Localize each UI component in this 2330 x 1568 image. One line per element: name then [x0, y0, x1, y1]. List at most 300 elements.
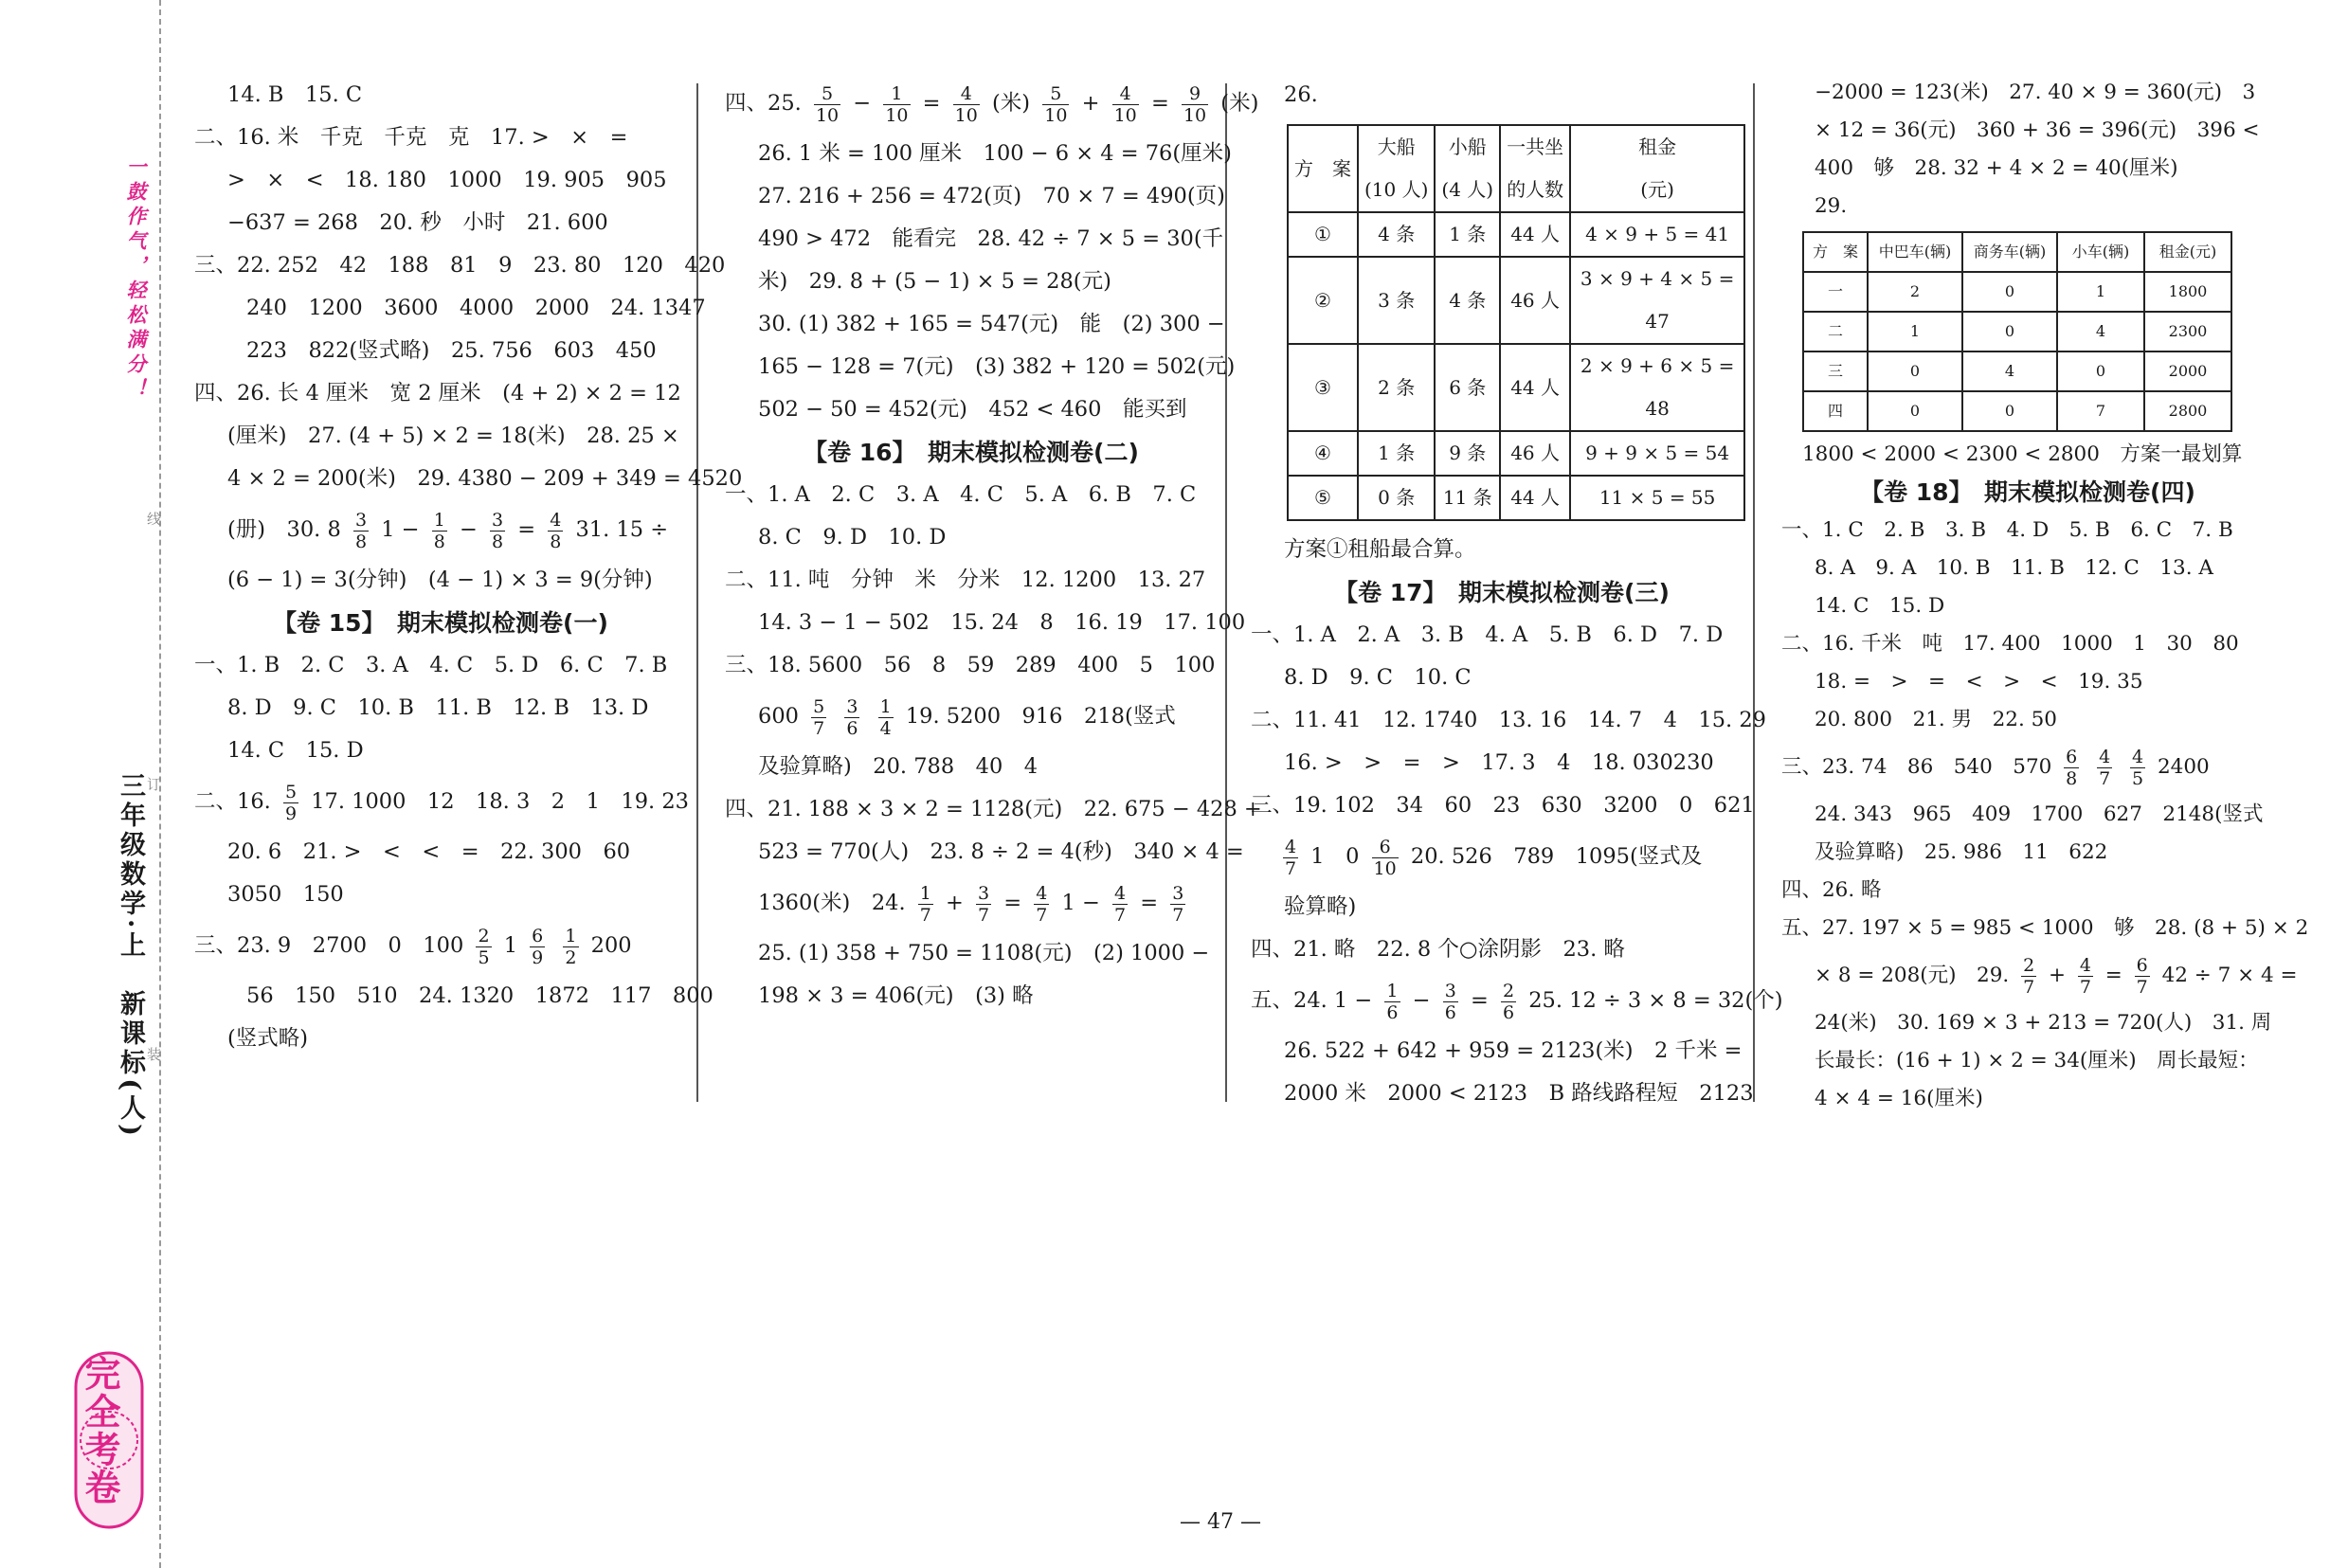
- answer-text: 200: [590, 933, 632, 958]
- fraction: [353, 510, 369, 552]
- table-header: [1570, 125, 1744, 212]
- table-cell: 0: [1868, 391, 1962, 431]
- answer-line: 8. D 9. C 10. C: [1284, 665, 1472, 690]
- table-cell: 11 × 5 = 55: [1570, 476, 1744, 520]
- answer-line: 二、11. 41 12. 1740 13. 16 14. 7 4 15. 29: [1251, 708, 1766, 732]
- answer-line: 8. D 9. C 10. B 11. B 12. B 13. D: [227, 695, 649, 720]
- table-cell: 1: [2057, 272, 2144, 312]
- answer-line: 25. (1) 358 + 750 = 1108(元) (2) 1000 −: [758, 941, 1210, 965]
- vehicle-rental-table: [1802, 231, 2232, 432]
- numerator: 3: [846, 695, 858, 717]
- numerator: 3: [354, 509, 368, 531]
- answer-line: 56 150 510 24. 1320 1872 117 800: [246, 983, 713, 1008]
- table-cell: 3 × 9 + 4 × 5 = 47: [1570, 257, 1744, 344]
- answer-line: 四、21. 略 22. 8 个○涂阴影 23. 略: [1251, 937, 1625, 962]
- boat-rental-table: [1287, 124, 1745, 521]
- table-cell: ③: [1288, 344, 1358, 431]
- answer-text: (米): [992, 91, 1031, 116]
- table-cell: 1: [1868, 312, 1962, 351]
- answer-line: 490 > 472 能看完 28. 42 ÷ 7 × 5 = 30(千: [758, 226, 1224, 251]
- table-cell: 2 × 9 + 6 × 5 = 48: [1570, 344, 1744, 431]
- header-text: 的人数: [1507, 178, 1564, 201]
- answer-line: (厘米) 27. (4 + 5) × 2 = 18(米) 28. 25 ×: [227, 424, 679, 448]
- fraction: [953, 83, 980, 126]
- answer-line: 4 × 2 = 200(米) 29. 4380 − 209 + 349 = 4520: [227, 466, 743, 491]
- header-text: (10 人): [1364, 178, 1429, 201]
- subject-label: 三年级数学·上 新课标(人): [116, 772, 145, 1140]
- answer-line: 16. > > = > 17. 3 4 18. 030230: [1284, 750, 1714, 775]
- table-header: 商务车(辆): [1962, 232, 2057, 272]
- answer-line: 165 − 128 = 7(元) (3) 382 + 120 = 502(元): [758, 354, 1236, 379]
- answer-line: (竖式略): [227, 1026, 309, 1051]
- answer-line: 20. 800 21. 男 22. 50: [1815, 708, 2057, 731]
- fraction: [476, 926, 491, 968]
- header-text: (4 人): [1441, 178, 1494, 201]
- table-row: [1288, 257, 1744, 344]
- answer-line: 二、16. 米 千克 千克 克 17. > × =: [194, 125, 628, 150]
- numerator: 4: [1036, 882, 1048, 904]
- header-text: 小船: [1448, 135, 1487, 158]
- answer-text: 17. 1000 12 18. 3 2 1 19. 23: [311, 789, 689, 814]
- table-cell: 0: [1962, 312, 2057, 351]
- numerator: 3: [978, 882, 990, 904]
- table-cell: 46 人: [1500, 257, 1570, 344]
- answer-line: 26. 1 米 = 100 厘米 100 − 6 × 4 = 76(厘米): [758, 141, 1232, 166]
- numerator: 1: [883, 83, 910, 105]
- answer-line: (6 − 1) = 3(分钟) (4 − 1) × 3 = 9(分钟): [227, 568, 653, 592]
- denominator: 7: [1172, 904, 1184, 926]
- denominator: 7: [1114, 904, 1127, 926]
- answer-line: [1781, 739, 2274, 796]
- table-cell: 0 条: [1358, 476, 1435, 520]
- answer-line: 27. 216 + 256 = 472(页) 70 × 7 = 490(页): [758, 184, 1225, 208]
- answer-text: +: [946, 891, 964, 915]
- fraction: [1384, 981, 1400, 1023]
- answer-line: 一、1. B 2. C 3. A 4. C 5. D 6. C 7. B: [194, 653, 668, 677]
- section-heading-16: 【卷 16】 期末模拟检测卷(二): [804, 439, 1139, 466]
- table-cell: 4 × 9 + 5 = 41: [1570, 212, 1744, 257]
- cut-mark-bottom: 装: [145, 1047, 162, 1061]
- answer-text: × 8 = 208(元) 29.: [1815, 964, 2010, 987]
- answer-line: 8. A 9. A 10. B 11. B 12. C 13. A: [1815, 556, 2213, 580]
- section-heading-18: 【卷 18】 期末模拟检测卷(四): [1860, 478, 2195, 506]
- cut-mark-mid: 订: [145, 777, 162, 791]
- answer-text: 二、16.: [194, 789, 271, 814]
- fraction: [1170, 883, 1185, 926]
- table-row: [1288, 476, 1744, 520]
- table-header: [1358, 125, 1435, 212]
- table-cell: 1800: [2144, 272, 2231, 312]
- answer-text: 1 0: [1310, 844, 1360, 869]
- header-text: 大船: [1377, 135, 1416, 158]
- denominator: 7: [2023, 976, 2035, 998]
- denominator: 10: [1113, 104, 1137, 126]
- table-row: [1288, 212, 1744, 257]
- answer-line: 18. = > = < > < 19. 35: [1815, 670, 2143, 694]
- answer-line: 2000 米 2000 < 2123 B 路线路程短 2123: [1284, 1081, 1754, 1106]
- answer-line: 8. C 9. D 10. D: [758, 525, 947, 550]
- denominator: 10: [815, 104, 840, 126]
- fraction: [976, 883, 991, 926]
- denominator: 5: [478, 946, 490, 968]
- fraction: [811, 696, 826, 739]
- fraction: [814, 83, 840, 126]
- numerator: 4: [2099, 746, 2111, 767]
- answer-text: −: [1412, 988, 1431, 1013]
- answer-column-2: [725, 74, 1262, 1018]
- answer-text: =: [2104, 964, 2122, 987]
- fraction: [878, 696, 894, 739]
- denominator: 6: [1444, 1001, 1456, 1023]
- cut-mark-top: 线: [145, 512, 162, 526]
- table-header: [1435, 125, 1500, 212]
- answer-text: 五、24. 1 −: [1251, 988, 1373, 1013]
- table-cell: 4 条: [1435, 257, 1500, 344]
- denominator: 7: [2136, 976, 2148, 998]
- answer-line: 4 × 4 = 16(厘米): [1815, 1087, 1983, 1110]
- denominator: 4: [879, 717, 892, 739]
- logo-text: 完全考卷: [79, 1355, 121, 1506]
- denominator: 10: [1044, 104, 1068, 126]
- fraction: [2021, 955, 2036, 998]
- answer-line: [1251, 971, 1783, 1030]
- numerator: 1: [565, 925, 577, 946]
- answer-line: [725, 874, 1218, 932]
- denominator: 8: [491, 531, 504, 552]
- answer-line: 24. 343 965 409 1700 627 2148(竖式: [1815, 802, 2264, 826]
- numerator: 6: [532, 925, 544, 946]
- table-cell: 2 条: [1358, 344, 1435, 431]
- answer-line: 米) 29. 8 + (5 − 1) × 5 = 28(元): [758, 269, 1111, 294]
- table-cell: 44 人: [1500, 212, 1570, 257]
- answer-line: [725, 74, 1259, 133]
- numerator: 5: [284, 781, 298, 802]
- answer-text: 1: [503, 933, 518, 958]
- numerator: 4: [1112, 83, 1139, 105]
- fraction: [2097, 747, 2112, 789]
- denominator: 10: [954, 104, 978, 126]
- fraction: [490, 510, 505, 552]
- table-cell: 9 + 9 × 5 = 54: [1570, 431, 1744, 476]
- table-cell: 三: [1803, 351, 1868, 391]
- answer-text: 1 −: [1061, 891, 1100, 915]
- answer-line: 30. (1) 382 + 165 = 547(元) 能 (2) 300 −: [758, 312, 1225, 336]
- table-cell: 0: [2057, 351, 2144, 391]
- numerator: 5: [1042, 83, 1069, 105]
- fraction: [432, 510, 447, 552]
- slogan: 一鼓作气，轻松满分！: [124, 156, 148, 403]
- fraction: [563, 926, 578, 968]
- table-cell: 2800: [2144, 391, 2231, 431]
- numerator: 5: [813, 695, 825, 717]
- table-cell: 二: [1803, 312, 1868, 351]
- answer-line: 14. C 15. D: [1815, 594, 1945, 618]
- numerator: 2: [478, 925, 490, 946]
- answer-text: 2400: [2157, 755, 2210, 779]
- table-cell: 4: [2057, 312, 2144, 351]
- denominator: 8: [2066, 767, 2078, 789]
- numerator: 5: [814, 83, 840, 105]
- table-header: 中巴车(辆): [1868, 232, 1962, 272]
- numerator: 4: [2079, 954, 2091, 976]
- answer-line: [725, 687, 1218, 746]
- answer-line: 1800 < 2000 < 2300 < 2800 方案一最划算: [1802, 442, 2243, 466]
- fraction: [844, 696, 859, 739]
- table-header: 小车(辆): [2057, 232, 2144, 272]
- numerator: 3: [491, 509, 504, 531]
- header-text: (元): [1640, 178, 1674, 201]
- answer-line: [194, 500, 687, 559]
- answer-text: 1 −: [381, 517, 420, 542]
- answer-line: [194, 916, 687, 975]
- numerator: 4: [953, 83, 980, 105]
- answer-line: 26.: [1284, 82, 1318, 107]
- numerator: 1: [433, 509, 445, 531]
- table-cell: 1 条: [1435, 212, 1500, 257]
- table-cell: 1 条: [1358, 431, 1435, 476]
- answer-text: 42 ÷ 7 × 4 =: [2161, 964, 2298, 987]
- table-header: 方 案: [1803, 232, 1868, 272]
- answer-line: × 12 = 36(元) 360 + 36 = 396(元) 396 <: [1815, 118, 2260, 142]
- answer-line: 三、18. 5600 56 8 59 289 400 5 100: [725, 653, 1216, 677]
- numerator: 6: [1372, 837, 1399, 858]
- table-row: [1803, 391, 2231, 431]
- table-cell: 3 条: [1358, 257, 1435, 344]
- answer-line: 五、27. 197 × 5 = 985 < 1000 够 28. (8 + 5) × 2: [1781, 916, 2309, 940]
- fraction: [283, 782, 298, 824]
- section-heading-15: 【卷 15】 期末模拟检测卷(一): [273, 609, 608, 637]
- answer-line: 523 = 770(人) 23. 8 ÷ 2 = 4(秒) 340 × 4 =: [758, 839, 1244, 864]
- answer-text: +: [1081, 91, 1100, 116]
- table-cell: 0: [1868, 351, 1962, 391]
- fraction: [1042, 83, 1069, 126]
- table-cell: ①: [1288, 212, 1358, 257]
- numerator: 1: [1386, 980, 1399, 1001]
- numerator: 4: [2132, 746, 2144, 767]
- section-heading-17: 【卷 17】 期末模拟检测卷(三): [1334, 579, 1670, 606]
- answer-line: 14. C 15. D: [227, 738, 364, 763]
- denominator: 8: [550, 531, 562, 552]
- numerator: 9: [1182, 83, 1208, 105]
- fraction: [1283, 837, 1298, 879]
- denominator: 2: [565, 946, 577, 968]
- denominator: 8: [354, 531, 368, 552]
- denominator: 5: [2132, 767, 2144, 789]
- answer-line: [1781, 947, 2298, 1004]
- table-cell: 44 人: [1500, 476, 1570, 520]
- denominator: 7: [1285, 857, 1297, 879]
- answer-text: 四、25.: [725, 91, 802, 116]
- answer-text: 三、23. 74 86 540 570: [1781, 755, 2052, 779]
- answer-line: [1251, 827, 1753, 886]
- answer-text: =: [922, 91, 941, 116]
- table-row: [1803, 351, 2231, 391]
- answer-line: 一、1. C 2. B 3. B 4. D 5. B 6. C 7. B: [1781, 518, 2233, 542]
- answer-text: −: [459, 517, 478, 542]
- answer-text: 三、23. 9 2700 0 100: [194, 933, 464, 958]
- answer-text: =: [1150, 91, 1169, 116]
- answer-line: 20. 6 21. > < < = 22. 300 60: [227, 839, 631, 864]
- table-header-row: [1288, 125, 1744, 212]
- fraction: [1443, 981, 1458, 1023]
- answer-text: =: [1003, 891, 1022, 915]
- answer-text: −: [853, 91, 872, 116]
- fraction: [2135, 955, 2150, 998]
- fraction: [2130, 747, 2145, 789]
- fraction: [1112, 883, 1128, 926]
- answer-line: 二、16. 千米 吨 17. 400 1000 1 30 80: [1781, 632, 2239, 656]
- answer-text: 20. 526 789 1095(竖式及: [1410, 844, 1703, 869]
- denominator: 7: [2099, 767, 2111, 789]
- table-cell: 11 条: [1435, 476, 1500, 520]
- answer-line: 四、21. 188 × 3 × 2 = 1128(元) 22. 675 − 428 +: [725, 797, 1262, 821]
- column-separator: [696, 83, 698, 1102]
- answer-line: 长最长：(16 + 1) × 2 = 34(厘米) 周长最短：: [1815, 1049, 2259, 1072]
- table-cell: 4: [1962, 351, 2057, 391]
- binding-margin: [0, 0, 166, 1568]
- answer-line: 198 × 3 = 406(元) (3) 略: [758, 983, 1034, 1008]
- numerator: 3: [1172, 882, 1184, 904]
- fraction: [1034, 883, 1049, 926]
- column-separator: [1225, 83, 1227, 1102]
- numerator: 6: [2066, 746, 2078, 767]
- table-cell: 7: [2057, 391, 2144, 431]
- answer-line: 一、1. A 2. C 3. A 4. C 5. A 6. B 7. C: [725, 482, 1197, 507]
- table-cell: ⑤: [1288, 476, 1358, 520]
- answer-text: =: [1140, 891, 1159, 915]
- answer-line: 一、1. A 2. A 3. B 4. A 5. B 6. D 7. D: [1251, 622, 1724, 647]
- answer-text: =: [1470, 988, 1489, 1013]
- numerator: 2: [2023, 954, 2035, 976]
- answer-line: −2000 = 123(米) 27. 40 × 9 = 360(元) 3: [1815, 81, 2256, 104]
- answer-text: 25. 12 ÷ 3 × 8 = 32(个): [1528, 988, 1783, 1013]
- table-cell: 0: [1962, 272, 2057, 312]
- denominator: 6: [1386, 1001, 1399, 1023]
- fraction: [918, 883, 933, 926]
- answer-line: 四、26. 略: [1781, 878, 1882, 902]
- answer-text: 1360(米) 24.: [758, 891, 906, 915]
- fraction: [1501, 981, 1516, 1023]
- answer-line: 验算略): [1284, 894, 1357, 919]
- table-cell: 四: [1803, 391, 1868, 431]
- numerator: 6: [2136, 954, 2148, 976]
- numerator: 4: [1285, 836, 1297, 857]
- table-row: [1288, 344, 1744, 431]
- answer-text: +: [2049, 964, 2067, 987]
- table-cell: ②: [1288, 257, 1358, 344]
- answer-line: 二、11. 吨 分钟 米 分米 12. 1200 13. 27: [725, 568, 1206, 592]
- header-text: 租金: [1638, 135, 1677, 158]
- denominator: 7: [919, 904, 931, 926]
- answer-line: 3050 150: [227, 882, 344, 907]
- table-cell: 2: [1868, 272, 1962, 312]
- fraction: [1182, 83, 1208, 126]
- table-cell: 0: [1962, 391, 2057, 431]
- answer-text: (米): [1220, 91, 1259, 116]
- denominator: 7: [1036, 904, 1048, 926]
- fraction: [530, 926, 545, 968]
- table-row: [1803, 272, 2231, 312]
- denominator: 8: [433, 531, 445, 552]
- answer-line: 三、22. 252 42 188 81 9 23. 80 120 420: [194, 253, 726, 278]
- fraction: [883, 83, 910, 126]
- numerator: 4: [550, 509, 562, 531]
- answer-line: 24(米) 30. 169 × 3 + 213 = 720(人) 31. 周: [1815, 1011, 2272, 1035]
- answer-line: 29.: [1815, 194, 1848, 218]
- table-header: 方 案: [1288, 125, 1358, 212]
- table-cell: 2300: [2144, 312, 2231, 351]
- answer-text: =: [517, 517, 536, 542]
- numerator: 2: [1502, 980, 1515, 1001]
- header-text: 一共坐: [1507, 135, 1564, 158]
- answer-text: (册) 30. 8: [227, 517, 341, 542]
- answer-line: 方案①租船最合算。: [1284, 537, 1476, 562]
- answer-line: −637 = 268 20. 秒 小时 21. 600: [227, 210, 608, 235]
- table-header: [1500, 125, 1570, 212]
- answer-line: 223 822(竖式略) 25. 756 603 450: [246, 338, 657, 363]
- table-row: [1288, 431, 1744, 476]
- fraction: [2064, 747, 2079, 789]
- denominator: 6: [846, 717, 858, 739]
- denominator: 7: [2079, 976, 2091, 998]
- answer-line: 26. 522 + 642 + 959 = 2123(米) 2 千米 =: [1284, 1038, 1743, 1063]
- table-cell: 6 条: [1435, 344, 1500, 431]
- table-cell: 2000: [2144, 351, 2231, 391]
- numerator: 1: [879, 695, 892, 717]
- answer-column-1: [194, 74, 743, 1060]
- denominator: 10: [1183, 104, 1207, 126]
- table-cell: 一: [1803, 272, 1868, 312]
- fraction: [1372, 837, 1399, 879]
- answer-line: 14. 3 − 1 − 502 15. 24 8 16. 19 17. 100: [758, 610, 1246, 635]
- answer-line: 及验算略) 25. 986 11 622: [1815, 840, 2108, 864]
- answer-line: [194, 772, 687, 831]
- answer-line: > × < 18. 180 1000 19. 905 905: [227, 168, 667, 192]
- answer-line: 400 够 28. 32 + 4 × 2 = 40(厘米): [1815, 156, 2178, 180]
- table-header-row: [1803, 232, 2231, 272]
- numerator: 3: [1444, 980, 1456, 1001]
- denominator: 10: [885, 104, 909, 126]
- answer-line: 及验算略) 20. 788 40 4: [758, 754, 1039, 779]
- numerator: 4: [1114, 882, 1127, 904]
- fraction: [1112, 83, 1139, 126]
- column-separator: [1753, 83, 1755, 1102]
- answer-line: 502 − 50 = 452(元) 452 < 460 能买到: [758, 397, 1187, 422]
- table-cell: 44 人: [1500, 344, 1570, 431]
- denominator: 10: [1373, 857, 1397, 879]
- fraction: [2078, 955, 2093, 998]
- answer-text: 31. 15 ÷: [575, 517, 669, 542]
- answer-column-3: [1251, 74, 1783, 1115]
- numerator: 1: [919, 882, 931, 904]
- table-cell: 46 人: [1500, 431, 1570, 476]
- denominator: 6: [1502, 1001, 1515, 1023]
- table-cell: ④: [1288, 431, 1358, 476]
- denominator: 7: [978, 904, 990, 926]
- answer-column-4: [1781, 74, 2309, 1118]
- answer-line: 14. B 15. C: [227, 82, 363, 107]
- table-cell: 4 条: [1358, 212, 1435, 257]
- page-number: — 47 —: [1180, 1510, 1261, 1534]
- table-cell: 9 条: [1435, 431, 1500, 476]
- denominator: 9: [532, 946, 544, 968]
- denominator: 9: [284, 802, 298, 824]
- answer-text: 600: [758, 704, 799, 729]
- answer-line: 四、26. 长 4 厘米 宽 2 厘米 (4 + 2) × 2 = 12: [194, 381, 681, 406]
- table-header: 租金(元): [2144, 232, 2231, 272]
- answer-text: 19. 5200 916 218(竖式: [905, 704, 1176, 729]
- answer-line: 三、19. 102 34 60 23 630 3200 0 621: [1251, 793, 1755, 818]
